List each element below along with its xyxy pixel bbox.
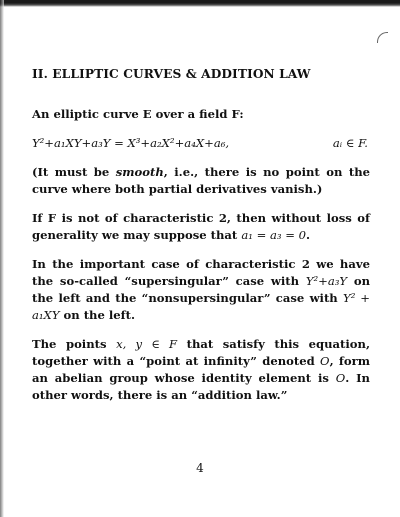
char-note-before: If F is not of characteristic 2, then without loss of generality we may suppose that [32,211,370,242]
smooth-note-after: , i.e., there is no point on the curve where both partial derivatives vanish.) [32,165,370,196]
weierstrass-equation [32,135,370,152]
super-part2: on the left and the “nonsupersingular” case with [32,274,370,305]
group-part2: that satisfy this equation, together with a “point at infinity” denoted [32,337,370,368]
page-content [32,66,370,416]
definition-line: An elliptic curve E over a field F: [32,107,244,121]
group-math1: x, y ∈ F [116,337,178,351]
super-math1: Y²+a₃Y [305,274,348,288]
super-math2: Y² + a₁XY [32,291,371,322]
group-law-paragraph [32,336,370,404]
group-math3: O [335,371,346,385]
scan-left-edge [0,0,4,517]
equation-condition: aᵢ ∈ F. [332,136,368,150]
section-heading: II. ELLIPTIC CURVES & ADDITION LAW [32,67,311,81]
characteristic-note [32,210,370,244]
smooth-note-before: (It must be [32,165,116,179]
group-math2: O [320,354,330,368]
char-note-after: . [306,228,311,242]
scan-top-edge [0,0,400,7]
group-part4: . In other words, there is an “addition law.” [32,371,370,402]
group-part3: , form an abelian group whose identity element is [32,354,371,385]
page-number: 4 [196,461,204,475]
super-part3: on the left. [59,308,136,322]
equation-body: Y²+a₁XY+a₃Y = X³+a₂X²+a₄X+a₆, [32,136,230,150]
supersingular-paragraph [32,256,370,324]
corner-mark [377,32,388,43]
char-note-math: a₁ = a₃ = 0 [241,228,306,242]
super-part1: In the important case of characteristic 2 we have the so-called “supersingular” case with [32,257,370,288]
smoothness-note [32,164,370,198]
group-part1: The points [32,337,117,351]
smooth-note-emph: smooth [115,165,164,179]
